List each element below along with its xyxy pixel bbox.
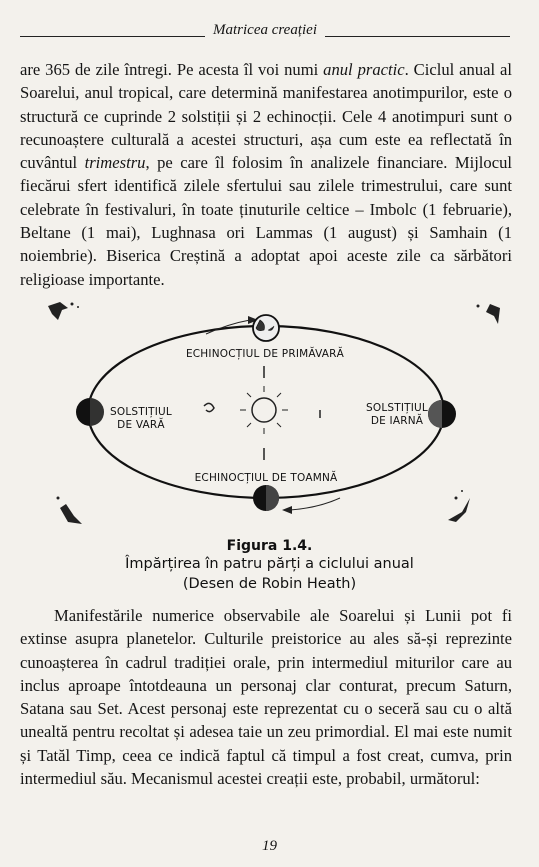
body-paragraph-2: Manifestările numerice observabile ale Soarelui și Lunii pot fi extinse asupra planetelor. Culturile preistorice au ales să-și reprezinte cunoașterea în cadrul tradiției orale, prin intermediul miturilor care au inclus aproape întotdeauna un personaj clar conturat, precum Saturn, Satana sau Set. Acest personaj este reprezentat cu o seceră sau cu o altă unealtă pentru recoltat și adesea taie un zeu primordial. El mai este numit și Tatăl Timp, ceea ce indică faptul că timpul a fost creat, cumva, prin intermediul său. Mecanismul acestei creații este, probabil, următorul: (20, 606, 512, 789)
running-header (20, 18, 510, 42)
earth-winter-icon (428, 400, 456, 428)
page-number: 19 (262, 838, 277, 854)
corner-ornament-top-left (48, 302, 79, 320)
figure-caption-credit: (Desen de Robin Heath) (182, 576, 357, 592)
figure-annual-cycle-diagram (38, 298, 508, 530)
label-summer-solstice: SOLSTIȚIUL DE VARĂ (109, 406, 172, 431)
para1-text-2: . Ciclul anual al Soarelui, anul tropical, care determină manifestarea anotimpurilor, este o structură ce cuprinde 2 solstiții și 2 echinocții. Cele 4 anotimpuri sunt o recunoaștere culturală a acestei structuri, așa cum este ea reflectată în cuvântul (20, 60, 512, 173)
earth-autumn-icon (253, 485, 279, 511)
header-rule-right (325, 36, 510, 37)
sun-icon (240, 386, 288, 434)
motion-arrow-bottom (290, 498, 340, 510)
header-rule-left (20, 36, 205, 37)
corner-ornament-bottom-right (448, 490, 470, 522)
para1-emphasis-trimestru: trimestru (84, 153, 146, 173)
running-title: Matricea creației (213, 21, 317, 38)
figure-number: Figura 1.4. (226, 538, 313, 554)
label-winter-solstice: SOLSTIȚIUL DE IARNĂ (365, 402, 428, 427)
para1-text-3: , pe care îl folosim în analizele financiare. Mijlocul fiecărui sfert identifică zilele sfertului sau zilele trimestrului, care sunt celebrate în festivaluri, în toate ținuturile celtice – Imbolc (1 februarie), Beltane (1 mai), Lughnasa ori Lammas (1 august) și Samhain (1 noiembrie). Biserica Creștină a adoptat apoi aceste zile ca sărbători religioase importante. (20, 153, 512, 289)
label-spring-equinox: ECHINOCȚIUL DE PRIMĂVARĂ (185, 348, 345, 360)
figure-caption-title: Împărțirea în patru părți a ciclului anual (125, 556, 414, 572)
corner-ornament-top-right (477, 304, 501, 324)
para1-emphasis-anul-practic: anul practic (323, 60, 405, 79)
axis-tick-marks (204, 366, 320, 460)
corner-ornament-bottom-left (57, 497, 83, 525)
body-paragraph-1 (20, 58, 512, 291)
label-autumn-equinox: ECHINOCȚIUL DE TOAMNĂ (194, 472, 338, 484)
para1-text-1: are 365 de zile întregi. Pe acesta îl voi numi (20, 60, 324, 79)
earth-spring-icon (253, 315, 279, 341)
earth-summer-icon (76, 398, 104, 426)
